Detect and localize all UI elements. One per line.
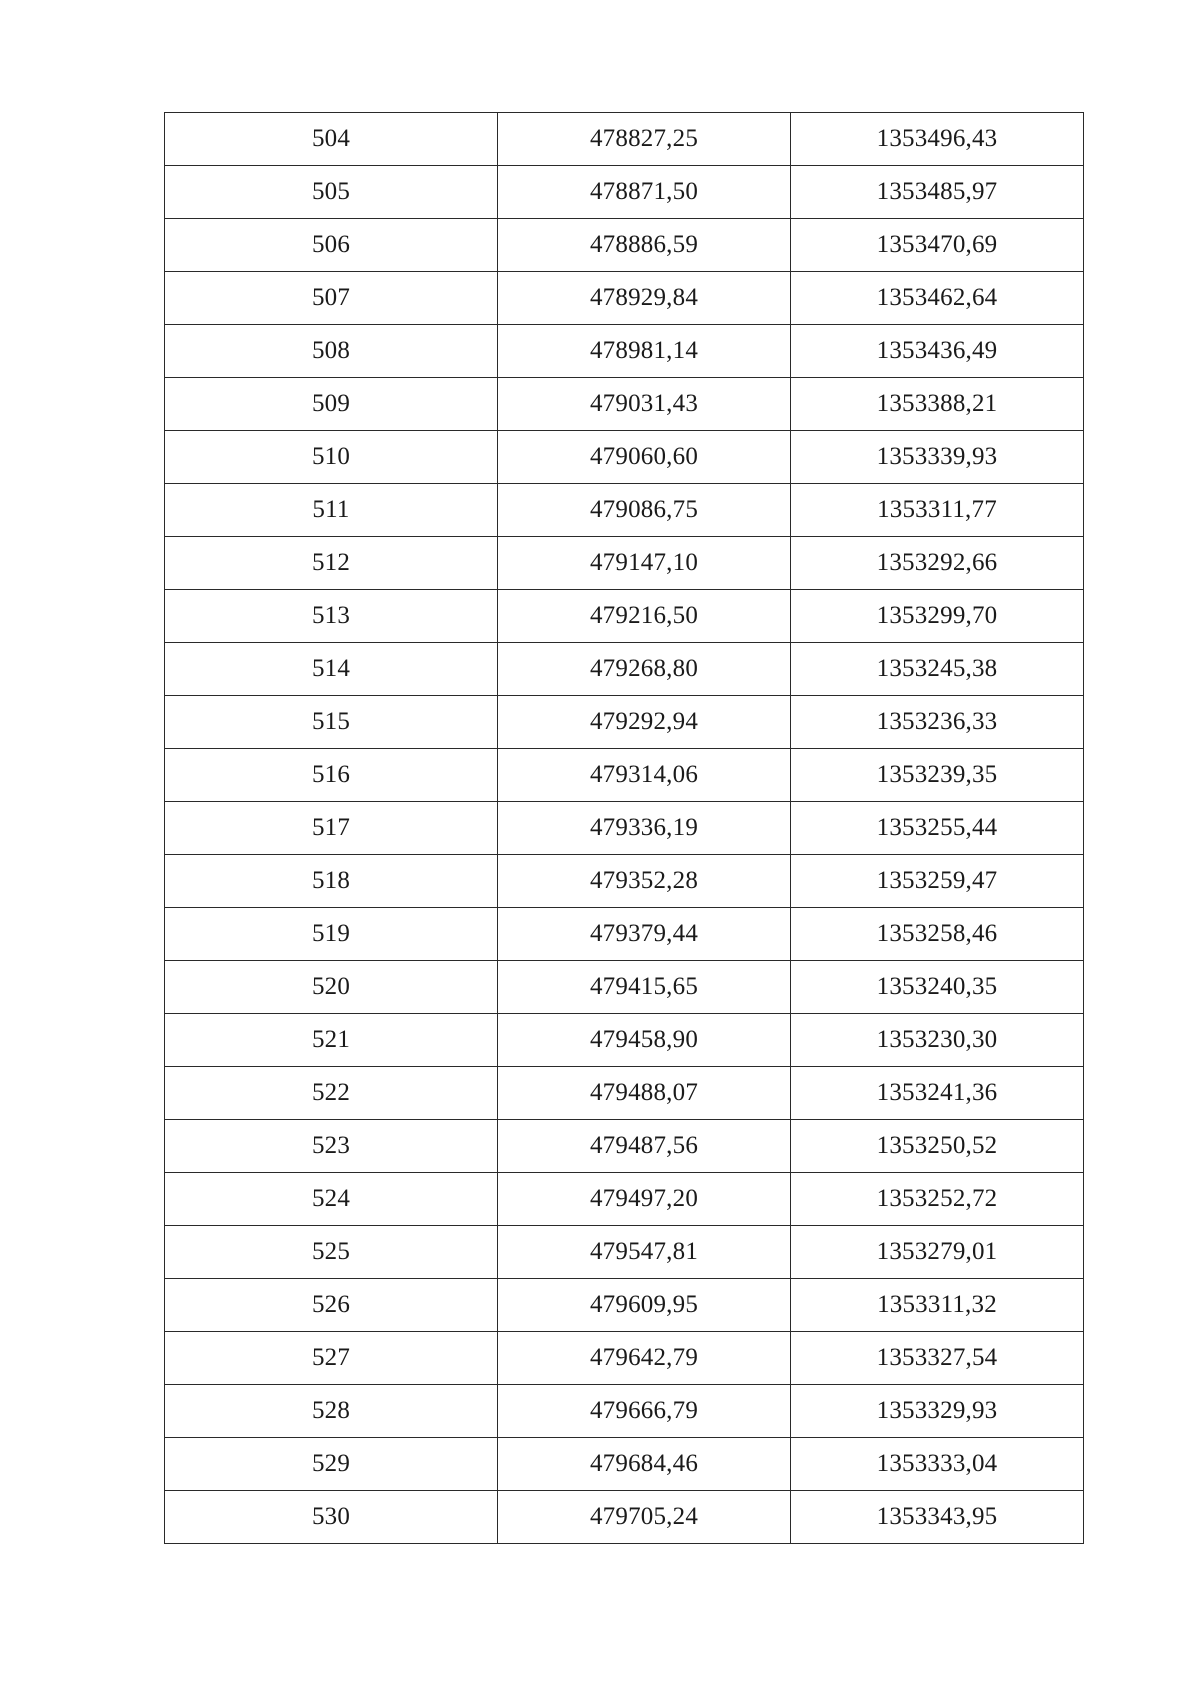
- x-coordinate-cell: 479458,90: [498, 1014, 791, 1067]
- point-number-cell: 513: [165, 590, 498, 643]
- x-coordinate-cell: 479352,28: [498, 855, 791, 908]
- x-coordinate-cell: 478827,25: [498, 113, 791, 166]
- table-row: [165, 855, 1084, 908]
- point-number-cell: 523: [165, 1120, 498, 1173]
- point-number-cell: 515: [165, 696, 498, 749]
- table-row: [165, 537, 1084, 590]
- x-coordinate-cell: 479415,65: [498, 961, 791, 1014]
- point-number-cell: 528: [165, 1385, 498, 1438]
- x-coordinate-cell: 479642,79: [498, 1332, 791, 1385]
- x-coordinate-cell: 479336,19: [498, 802, 791, 855]
- table-row: [165, 1067, 1084, 1120]
- point-number-cell: 516: [165, 749, 498, 802]
- point-number-cell: 505: [165, 166, 498, 219]
- point-number-cell: 512: [165, 537, 498, 590]
- x-coordinate-cell: 479609,95: [498, 1279, 791, 1332]
- y-coordinate-cell: 1353292,66: [791, 537, 1084, 590]
- y-coordinate-cell: 1353299,70: [791, 590, 1084, 643]
- table-row: [165, 1226, 1084, 1279]
- x-coordinate-cell: 479705,24: [498, 1491, 791, 1544]
- x-coordinate-cell: 479487,56: [498, 1120, 791, 1173]
- table-row: [165, 1385, 1084, 1438]
- x-coordinate-cell: 479060,60: [498, 431, 791, 484]
- coordinates-table-body: [165, 113, 1084, 1544]
- table-row: [165, 219, 1084, 272]
- x-coordinate-cell: 479379,44: [498, 908, 791, 961]
- y-coordinate-cell: 1353339,93: [791, 431, 1084, 484]
- y-coordinate-cell: 1353462,64: [791, 272, 1084, 325]
- point-number-cell: 522: [165, 1067, 498, 1120]
- y-coordinate-cell: 1353259,47: [791, 855, 1084, 908]
- table-row: [165, 1120, 1084, 1173]
- point-number-cell: 530: [165, 1491, 498, 1544]
- point-number-cell: 506: [165, 219, 498, 272]
- point-number-cell: 511: [165, 484, 498, 537]
- x-coordinate-cell: 478871,50: [498, 166, 791, 219]
- x-coordinate-cell: 479292,94: [498, 696, 791, 749]
- table-row: [165, 325, 1084, 378]
- x-coordinate-cell: 479684,46: [498, 1438, 791, 1491]
- point-number-cell: 514: [165, 643, 498, 696]
- y-coordinate-cell: 1353496,43: [791, 113, 1084, 166]
- table-row: [165, 696, 1084, 749]
- x-coordinate-cell: 479268,80: [498, 643, 791, 696]
- y-coordinate-cell: 1353241,36: [791, 1067, 1084, 1120]
- table-row: [165, 113, 1084, 166]
- point-number-cell: 508: [165, 325, 498, 378]
- y-coordinate-cell: 1353485,97: [791, 166, 1084, 219]
- x-coordinate-cell: 479314,06: [498, 749, 791, 802]
- point-number-cell: 521: [165, 1014, 498, 1067]
- y-coordinate-cell: 1353245,38: [791, 643, 1084, 696]
- y-coordinate-cell: 1353436,49: [791, 325, 1084, 378]
- point-number-cell: 504: [165, 113, 498, 166]
- table-row: [165, 1014, 1084, 1067]
- y-coordinate-cell: 1353250,52: [791, 1120, 1084, 1173]
- point-number-cell: 518: [165, 855, 498, 908]
- y-coordinate-cell: 1353343,95: [791, 1491, 1084, 1544]
- table-row: [165, 1173, 1084, 1226]
- x-coordinate-cell: 479488,07: [498, 1067, 791, 1120]
- y-coordinate-cell: 1353311,77: [791, 484, 1084, 537]
- point-number-cell: 519: [165, 908, 498, 961]
- y-coordinate-cell: 1353236,33: [791, 696, 1084, 749]
- point-number-cell: 524: [165, 1173, 498, 1226]
- x-coordinate-cell: 478981,14: [498, 325, 791, 378]
- x-coordinate-cell: 479147,10: [498, 537, 791, 590]
- y-coordinate-cell: 1353255,44: [791, 802, 1084, 855]
- x-coordinate-cell: 479497,20: [498, 1173, 791, 1226]
- y-coordinate-cell: 1353329,93: [791, 1385, 1084, 1438]
- table-row: [165, 1332, 1084, 1385]
- point-number-cell: 517: [165, 802, 498, 855]
- x-coordinate-cell: 479086,75: [498, 484, 791, 537]
- point-number-cell: 525: [165, 1226, 498, 1279]
- y-coordinate-cell: 1353333,04: [791, 1438, 1084, 1491]
- point-number-cell: 526: [165, 1279, 498, 1332]
- table-row: [165, 961, 1084, 1014]
- table-row: [165, 1438, 1084, 1491]
- point-number-cell: 520: [165, 961, 498, 1014]
- point-number-cell: 529: [165, 1438, 498, 1491]
- y-coordinate-cell: 1353252,72: [791, 1173, 1084, 1226]
- y-coordinate-cell: 1353279,01: [791, 1226, 1084, 1279]
- y-coordinate-cell: 1353239,35: [791, 749, 1084, 802]
- y-coordinate-cell: 1353388,21: [791, 378, 1084, 431]
- table-row: [165, 749, 1084, 802]
- x-coordinate-cell: 479031,43: [498, 378, 791, 431]
- table-row: [165, 166, 1084, 219]
- point-number-cell: 509: [165, 378, 498, 431]
- y-coordinate-cell: 1353240,35: [791, 961, 1084, 1014]
- y-coordinate-cell: 1353230,30: [791, 1014, 1084, 1067]
- point-number-cell: 507: [165, 272, 498, 325]
- table-row: [165, 1279, 1084, 1332]
- table-row: [165, 802, 1084, 855]
- x-coordinate-cell: 479666,79: [498, 1385, 791, 1438]
- table-row: [165, 378, 1084, 431]
- table-row: [165, 908, 1084, 961]
- table-row: [165, 272, 1084, 325]
- y-coordinate-cell: 1353470,69: [791, 219, 1084, 272]
- table-row: [165, 590, 1084, 643]
- x-coordinate-cell: 478886,59: [498, 219, 791, 272]
- table-row: [165, 1491, 1084, 1544]
- point-number-cell: 510: [165, 431, 498, 484]
- coordinates-table: [164, 112, 1084, 1544]
- x-coordinate-cell: 479547,81: [498, 1226, 791, 1279]
- y-coordinate-cell: 1353311,32: [791, 1279, 1084, 1332]
- y-coordinate-cell: 1353327,54: [791, 1332, 1084, 1385]
- point-number-cell: 527: [165, 1332, 498, 1385]
- table-row: [165, 484, 1084, 537]
- y-coordinate-cell: 1353258,46: [791, 908, 1084, 961]
- table-row: [165, 643, 1084, 696]
- x-coordinate-cell: 479216,50: [498, 590, 791, 643]
- x-coordinate-cell: 478929,84: [498, 272, 791, 325]
- table-row: [165, 431, 1084, 484]
